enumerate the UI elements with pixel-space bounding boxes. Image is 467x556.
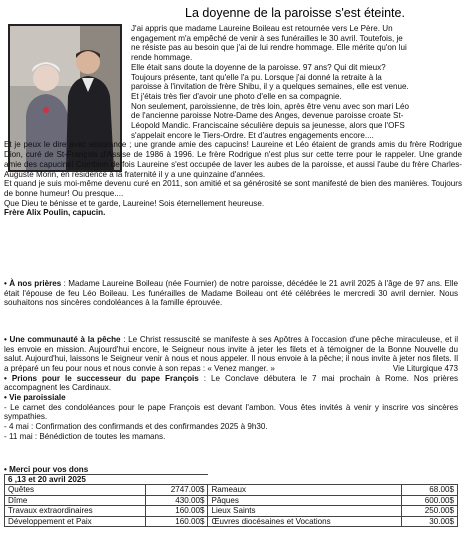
table-row: [5, 485, 458, 495]
table-cell: 2747.00$: [145, 485, 208, 495]
communaute-source: Vie Liturgique 473: [392, 363, 458, 373]
prieres-heading: • À nos prières: [4, 279, 62, 288]
dons-period: 6 ,13 et 20 avril 2025: [5, 475, 208, 485]
article-paragraph: Et quand je suis moi-même devenu curé en 2011, son amitié et sa générosité se sont manifesté de bien des manières. Toujours de bonne humeur! Ou presque....: [4, 179, 462, 198]
communaute-section: [4, 335, 458, 441]
table-row: [5, 495, 458, 505]
article-line: rende hommage.: [131, 53, 193, 63]
article-line: de l'ancienne paroisse Notre-Dame des Anges, devenue paroisse croate St-: [131, 111, 404, 121]
table-cell: Pâques: [208, 495, 402, 505]
communaute-text: : Le Christ ressuscité se manifeste à ses Apôtres à l'occasion d'une pêche miraculeuse, et il les envoie en mission. Aujourd'hui encore, le Seigneur nous invite à jeter les filets et à témoigner de la Bonne Nouvelle du salut. Aujourd'hui, laissons le Seigneur venir à nous et nous appeler. Il nous envoie à la pêche; il nous invite à jeter nos filets. Il a préparé un feu pour nous et nous convie à son repas : « Venez manger. »: [4, 335, 458, 374]
article-line: ne résiste pas au besoin que j'ai de lui rendre hommage. Elle mérite qu'on lui: [131, 43, 407, 53]
vie-heading: • Vie paroissiale: [4, 392, 66, 402]
successeur-text: : Le Conclave débutera le 7 mai prochain à Rome. Nos prières accompagnent les Cardinaux.: [4, 373, 458, 393]
table-row: [5, 475, 458, 485]
article-line: Elle était sans doute la doyenne de la paroisse. 97 ans? Qui dit mieux?: [131, 62, 386, 72]
table-row: [5, 516, 458, 526]
table-cell: Développement et Paix: [5, 516, 146, 526]
article-line: s'appelait encore le Tiers-Ordre. Et d'autres engagements encore....: [131, 130, 374, 140]
prieres-text: : Madame Laureine Boileau (née Fournier) de notre paroisse, décédée le 21 avril 2025 à l'âge de 97 ans. Elle était l'épouse de feu Léo Boileau. Les funérailles de Madame Boileau ont été célébrées le mercredi 30 avril dernier. Nous souhaitons nos sincères condoléances à la famille éprouvée.: [4, 279, 459, 308]
article-line: Et j'étais très fier d'avoir une photo d'elle en sa compagnie.: [131, 91, 342, 101]
dons-heading: • Merci pour vos dons: [4, 465, 89, 474]
table-cell: Rameaux: [208, 485, 402, 495]
table-cell: 160.00$: [145, 506, 208, 516]
article-line: Toujours présente, tant qu'elle l'a pu. Lorsque j'ai donné la retraite à la: [131, 72, 382, 82]
vie-line: - Le carnet des condoléances pour le pape François est devant l'ambon. Vous êtes invités à venir y inscrire vos sincères sympathies.: [4, 402, 458, 422]
article-line: paroisse à l'invitation de frère Shibu, il y a quelques semaines, elle est venue.: [131, 82, 409, 92]
article-signature: Frère Alix Poulin, capucin.: [4, 208, 106, 218]
table-cell-empty: [208, 475, 458, 485]
article-paragraph: Et je peux le dire avec assurance ; une grande amie des capucins! Laureine et Léo étaient de grands amis du frère Rodrigue Dion, curé de St-François d'Assise de 1986 à 1996. Le frère Rodrigue n'est plus sur cette terre pour le rappeler. Une grande amie des capucins! Combien de fois Laureine s'est occupée de laver les aubes de la paroisse, et aussi l'aube du frère Charles-Auguste Morin, en résidence à la fraternité il y a une quinzaine d'années.: [4, 140, 462, 179]
article-line: J'ai appris que madame Laureine Boileau est retournée vers Le Père. Un: [131, 24, 393, 33]
vie-line: - 4 mai : Confirmation des confirmands et des confirmandes 2025 à 9h30.: [4, 422, 268, 432]
table-cell: 68.00$: [402, 485, 458, 495]
table-cell: 600.00$: [402, 495, 458, 505]
table-cell: Dîme: [5, 495, 146, 505]
article-title: La doyenne de la paroisse s'est éteinte.: [185, 6, 405, 20]
table-cell: 430.00$: [145, 495, 208, 505]
table-cell: 160.00$: [145, 516, 208, 526]
vie-line: - 11 mai : Bénédiction de toutes les mamans.: [4, 431, 166, 441]
prieres-section: [4, 279, 458, 308]
successeur-heading: • Prions pour le successeur du pape François: [4, 373, 199, 383]
table-cell: Œuvres diocésaines et Vocations: [208, 516, 402, 526]
dons-table: [4, 474, 458, 527]
table-cell: Lieux Saints: [208, 506, 402, 516]
table-cell: 30.00$: [402, 516, 458, 526]
table-cell: Quêtes: [5, 485, 146, 495]
article-line: Non seulement, paroissienne, de très loin, après être venu avec son mari Léo: [131, 101, 410, 111]
article-closing: Que Dieu te bénisse et te garde, Laureine! Sois éternellement heureuse.: [4, 198, 265, 208]
table-cell: 250.00$: [402, 506, 458, 516]
table-row: [5, 506, 458, 516]
table-cell: Travaux extraordinaires: [5, 506, 146, 516]
article-body: [4, 24, 462, 218]
article-line: engagement m'a empêché de venir à ses funérailles le 30 avril. Toutefois, je: [131, 33, 403, 43]
article-line: Léopold Mandic. Franciscaine séculière depuis sa jeunesse, alors que l'OFS: [131, 121, 405, 131]
communaute-heading: • Une communauté à la pêche: [4, 335, 121, 344]
